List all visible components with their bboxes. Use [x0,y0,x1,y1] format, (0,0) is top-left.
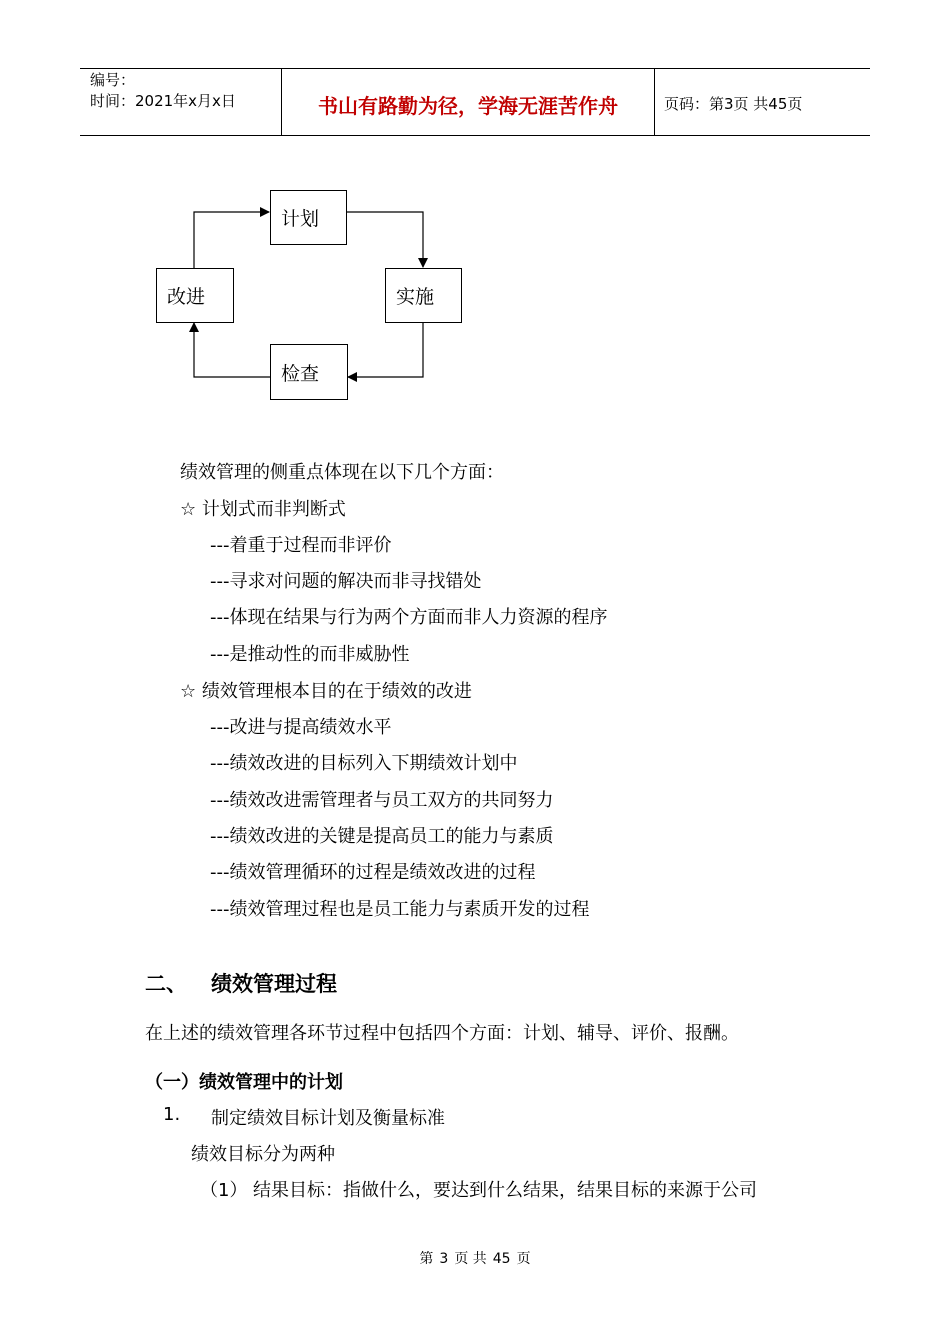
point1-item: ---体现在结果与行为两个方面而非人力资源的程序 [210,607,608,628]
point1-item: ---是推动性的而非威胁性 [210,644,410,665]
arrow-improve-to-plan [194,212,269,268]
page-footer [0,1248,950,1268]
arrow-plan-to-implement [347,212,423,267]
header-number-label: 编号： [90,71,136,89]
diagram-box-plan [270,190,347,245]
point2-item: ---改进与提高绩效水平 [210,717,392,738]
section2-title: 绩效管理过程 [211,972,337,996]
goal1-text: 结果目标：指做什么，要达到什么结果，结果目标的来源于公司 [253,1180,757,1201]
subsection1-title: （一）绩效管理中的计划 [145,1072,343,1093]
point2-item: ---绩效改进的目标列入下期绩效计划中 [210,753,518,774]
diagram-implement-label: 实施 [396,286,435,308]
header-motto: 书山有路勤为径，学海无涯苦作舟 [318,94,618,118]
point1-item: ---寻求对问题的解决而非寻找错处 [210,571,482,592]
point1-item: ---着重于过程而非评价 [210,535,392,556]
footer-total-pages: 45 [492,1251,511,1267]
arrow-implement-to-check [348,322,423,377]
point1-heading: ☆ 计划式而非判断式 [180,499,346,520]
point2-item: ---绩效改进的关键是提高员工的能力与素质 [210,826,554,847]
point2-item: ---绩效改进需管理者与员工双方的共同努力 [210,790,554,811]
point2-item: ---绩效管理循环的过程是绩效改进的过程 [210,862,536,883]
goals-text: 绩效目标分为两种 [191,1144,335,1165]
diagram-box-check [270,344,348,400]
pdca-diagram-arrows [0,0,950,420]
section2-paragraph: 在上述的绩效管理各环节过程中包括四个方面：计划、辅导、评价、报酬。 [145,1023,739,1044]
section2-number: 二、 [145,972,187,996]
point2-item: ---绩效管理过程也是员工能力与素质开发的过程 [210,899,590,920]
footer-mid: 页 共 [454,1251,487,1267]
goal1-number: （1） [200,1180,248,1201]
diagram-box-implement [385,268,462,323]
header-page-label: 页码：第3页 共45页 [664,95,803,113]
footer-page-number: 3 [439,1251,449,1267]
point2-heading: ☆ 绩效管理根本目的在于绩效的改进 [180,681,472,702]
header-time-label: 时间：2021年x月x日 [90,92,236,110]
arrow-check-to-improve [194,323,270,377]
item1-number: 1. [163,1104,181,1125]
intro-text: 绩效管理的侧重点体现在以下几个方面： [180,462,504,483]
footer-prefix: 第 [419,1251,434,1267]
footer-suffix: 页 [516,1251,531,1267]
diagram-box-improve [156,268,234,323]
item1-title: 制定绩效目标计划及衡量标准 [211,1108,445,1129]
diagram-plan-label: 计划 [281,208,320,230]
diagram-improve-label: 改进 [167,286,206,308]
diagram-check-label: 检查 [281,362,320,385]
